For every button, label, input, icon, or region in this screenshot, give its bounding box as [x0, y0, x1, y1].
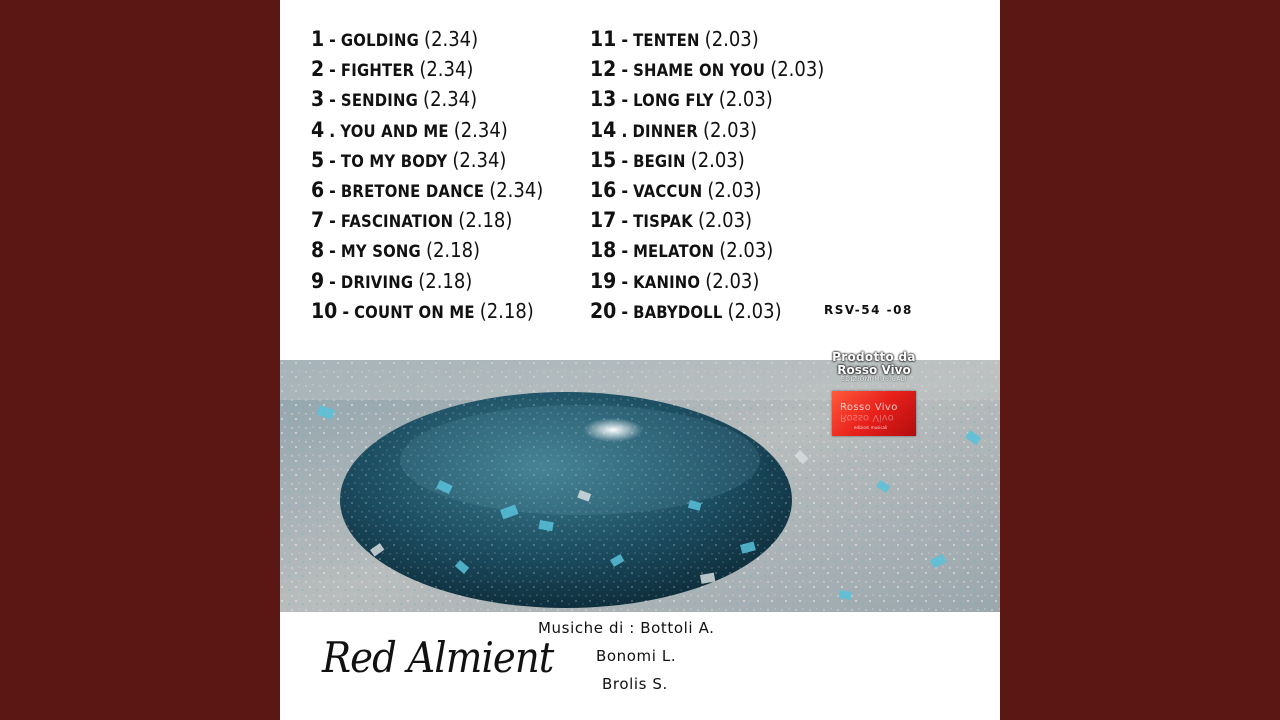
track-item: 1 - GOLDING (2.34) [311, 27, 479, 51]
track-item: 6 - BRETONE DANCE (2.34) [311, 177, 544, 202]
credits-line1: Musiche di : Bottoli A. [538, 619, 715, 637]
track-item: 3 - SENDING (2.34) [311, 87, 478, 112]
track-item: 20 - BABYDOLL (2.03) [590, 298, 782, 323]
catalog-number: RSV-54 -08 [824, 303, 913, 317]
credits-line2: Bonomi L. [596, 647, 677, 665]
track-item: 16 - VACCUN (2.03) [590, 177, 762, 202]
track-item: 2 - FIGHTER (2.34) [311, 57, 474, 82]
track-item: 9 - DRIVING (2.18) [311, 268, 473, 293]
logo-text-reflection: Rosso Vivo [840, 412, 894, 423]
music-credits [538, 616, 715, 700]
tracklist-left [311, 24, 543, 326]
track-item: 10 - COUNT ON ME (2.18) [311, 298, 534, 323]
track-item: 4 . YOU AND ME (2.34) [311, 117, 508, 142]
producer-line2: Rosso Vivo [837, 363, 911, 377]
tracklist-right [590, 24, 824, 326]
track-item: 13 - LONG FLY (2.03) [590, 87, 773, 112]
track-item: 8 - MY SONG (2.18) [311, 238, 481, 263]
band-name: Red Almient [322, 633, 554, 682]
logo-subtext: edizioni musicali [854, 425, 888, 430]
credits-line3: Brolis S. [602, 675, 668, 693]
producer-line3: EDIZIONI MUSICALI [840, 376, 907, 383]
track-item: 18 - MELATON (2.03) [590, 238, 774, 263]
track-item: 5 - TO MY BODY (2.34) [311, 147, 507, 172]
producer-line1: Prodotto da [832, 350, 916, 364]
track-item: 15 - BEGIN (2.03) [590, 147, 745, 172]
producer-credit [820, 350, 928, 384]
track-item: 12 - SHAME ON YOU (2.03) [590, 57, 825, 82]
logo-text: Rosso Vivo [840, 402, 898, 413]
album-back-cover [280, 0, 1000, 720]
track-item: 17 - TISPAK (2.03) [590, 208, 753, 233]
track-item: 7 - FASCINATION (2.18) [311, 208, 513, 233]
rosso-vivo-logo [832, 391, 916, 436]
track-item: 19 - KANINO (2.03) [590, 268, 760, 293]
track-item: 14 . DINNER (2.03) [590, 117, 758, 142]
track-item: 11 - TENTEN (2.03) [590, 27, 759, 51]
